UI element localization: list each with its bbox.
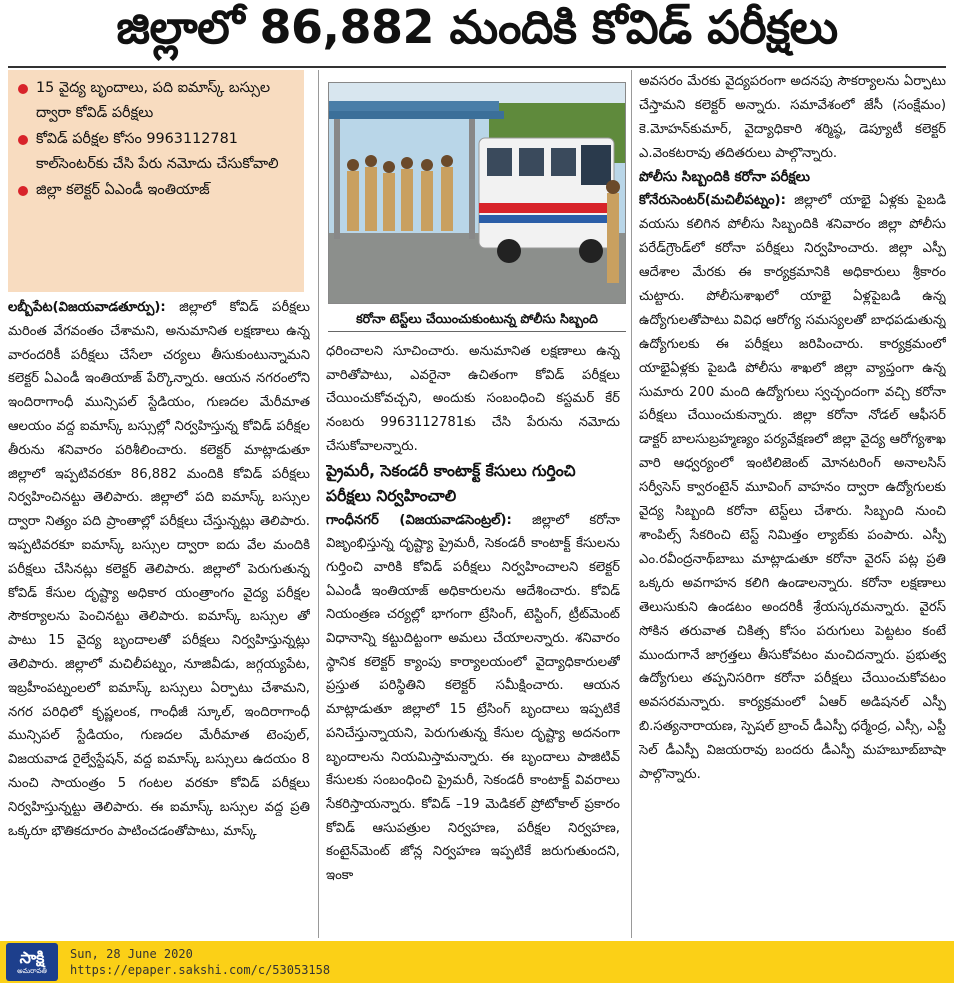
article-column-1 (8, 296, 310, 942)
news-photo (328, 82, 626, 304)
article-column-3 (639, 70, 946, 940)
highlight-text: కోవిడ్ పరీక్షల కోసం 9963112781 కాల్‌సెంటర్‌కు చేసి పేరు నమోదు చేసుకోవాలి (36, 130, 279, 173)
highlight-item (16, 76, 296, 127)
logo-subtext: అమరావతి (17, 966, 47, 975)
sakshi-logo (6, 943, 58, 981)
column-divider-1 (318, 70, 319, 938)
epaper-url[interactable]: https://epaper.sakshi.com/c/53053158 (70, 963, 331, 977)
dateline: కోనేరుసెంటర్(మచిలీపట్నం): (639, 193, 786, 209)
photo-caption: కరోనా టెస్ట్‌లు చేయించుకుంటున్న పోలీసు సిబ్బంది (328, 306, 626, 332)
section-subheading: పోలీసు సిబ్బందికి కరోనా పరీక్షలు (639, 168, 810, 185)
highlight-item (16, 127, 296, 178)
article-body: జిల్లాలో యాభై ఏళ్లకు పైబడి వయసు కలిగిన పోలీసు సిబ్బందికి శనివారం జిల్లా పోలీసు పరేడ్‌గ్రౌండ్‌లో కరోనా పరీక్షలు నిర్వహించారు. జిల్లా ఎస్పీ ఆదేశాల మేరకు ఈ కార్యక్రమానికి అధికారులు శ్రీకారం చుట్టారు. పోలీసుశాఖలో యాభై ఏళ్లపైబడి ఉన్న ఉద్యోగులతోపాటు వివిధ ఆరోగ్య సమస్యలతో బాధపడుతున్న ఉద్యోగులకు ఈ పరీక్షలు జరిపించారు. కార్యక్రమంలో యాభైఏళ్లకు పైబడి పోలీసు శాఖలో జిల్లా వ్యాప్తంగా ఉన్న సుమారు 200 మంది ఉద్యోగులు స్వచ్ఛందంగా వచ్చి కరోనా పరీక్షలు చేయించుకున్నారు. జిల్లా కరోనా నోడల్ ఆఫీసర్ డాక్టర్ బాలసుబ్రహ్మణ్యం పర్యవేక్షణలో జిల్లా వైద్య ఆరోగ్యశాఖ వారి ఆధ్వర్యంలో ఇంటిలిజెంట్ మోనటరింగ్ అనాలసిస్ సర్వీసెస్ క్వారంటైన్ మూవింగ్ వాహనం ద్వారా ఉద్యోగులకు వైద్య సిబ్బంది కరోనా టెస్ట్‌లు చేశారు. సిబ్బంది నుంచి శాంపిల్స్ సేకరించి టెస్ట్ నిమిత్తం ల్యాబ్‌కు పంపారు. ఎస్పీ ఎం.రవీంద్రనాథ్‌బాబు మాట్లాడుతూ కరోనా వైరస్ పట్ల ప్రతి ఒక్కరు అవగాహన కలిగి ఉండాలన్నారు. కరోనా లక్షణాలు తెలుసుకుని ఉండటం అందరికీ శ్రేయస్కరమన్నారు. వైరస్ సోకిన తరువాత చికిత్స కోసం పరుగులు పెట్టటం కంటే ముందుగానే జాగ్రత్తలు తీసుకోవటం మంచిదన్నారు. ప్రభుత్వ ఉద్యోగులు తప్పనిసరిగా కరోనా పరీక్షలు చేయించుకోవటం అవసరమన్నారు. కార్యక్రమంలో ఏఆర్ అడిషనల్ ఎస్పీ బి.సత్యనారాయణ, స్పెషల్ బ్రాంచ్ డీఎస్పీ ధర్మేంద్ర, ఎస్సీ, ఎస్టీ సెల్ డీఎస్పీ విజయరావు బందరు డీఎస్పీ మహబూబ్‌బాషా పాల్గొన్నారు. (639, 193, 946, 783)
footer-info (70, 946, 330, 978)
highlight-text: 15 వైద్య బృందాలు, పది ఐమాస్క్ బస్సుల ద్వారా కోవిడ్ పరీక్షలు (36, 80, 271, 122)
article-column-2 (326, 340, 620, 940)
headline-rule (8, 66, 946, 68)
highlights-box (8, 70, 304, 292)
logo-text: సాక్షి (19, 947, 45, 967)
article-body: అవసరం మేరకు వైద్యపరంగా అదనపు సౌకర్యాలను ఏర్పాటు చేస్తామని కలెక్టర్ అన్నారు. సమావేశంలో జేసీ (సంక్షేమం) కె.మోహన్‌కుమార్, వైద్యాధికారి శర్మిష్ఠ, డెప్యూటీ కలెక్టర్ ఎ.వెంకటరావు తదితరులు పాల్గొన్నారు. (639, 74, 946, 161)
highlight-text: జిల్లా కలెక్టర్ ఏఎండీ ఇంతియాజ్ (36, 181, 210, 198)
police-covid-bus-photo (329, 83, 626, 304)
article-body: ధరించాలని సూచించారు. అనుమానిత లక్షణాలు ఉన్న వారితోపాటు, ఎవరైనా ఉచితంగా కోవిడ్ పరీక్షలు చేయించుకోవచ్చని, అందుకు సంబంధించి కస్టమర్ కేర్ నంబరు 9963112781కు చేసి పేరును నమోదు చేసుకోవాలన్నారు. (326, 344, 620, 454)
article-body: జిల్లాలో కోవిడ్ పరీక్షలు మరింత వేగవంతం చేశామని, అనుమానిత లక్షణాలు ఉన్న వారందరికీ పరీక్షలు చేసేలా చర్యలు తీసుకుంటున్నామని కలెక్టర్ ఏఎండీ ఇంతియాజ్ పేర్కొన్నారు. ఆయన నగరంలోని ఇందిరాగాంధీ మున్సిపల్ స్టేడియం, గుణదల మేరీమాత ఆలయం వద్ద ఐమాస్క్ బస్సుల్లో నిర్వహిస్తున్న కోవిడ్ పరీక్షల తీరును శనివారం పరిశీలించారు. కలెక్టర్ మాట్లాడుతూ జిల్లాలో ఇప్పటివరకూ 86,882 మందికి కోవిడ్ పరీక్షలు నిర్వహించినట్టు తెలిపారు. జిల్లాలో పది ఐమాస్క్ బస్సుల ద్వారా నిత్యం పది ప్రాంతాల్లో పరీక్షలు చేస్తున్నట్లు తెలిపారు. ఇప్పటివరకూ ఐమాస్క్ బస్సుల ద్వారా ఐదు వేల మందికి పరీక్షలు చేసినట్లు కలెక్టర్ తెలిపారు. జిల్లాలో పెరుగుతున్న కోవిడ్ కేసుల దృష్ట్యా అధికార యంత్రాంగం వైద్య పరీక్షల సౌకర్యాలను పెంచినట్టు తెలిపారు. ఐమాస్క్ బస్సుల తో పాటు 15 వైద్య బృందాలతో పరీక్షలు నిర్వహిస్తున్నట్లు తెలిపారు. జిల్లాలో మచిలీపట్నం, నూజివీడు, జగ్గయ్యపేట, ఇబ్రహీంపట్నంలలో ఐమాస్క్ బస్సులు ఏర్పాటు చేశామని, నగర పరిధిలో కృష్ణలంక, గాంధీజీ స్కూల్, ఇందిరాగాంధీ మున్సిపల్ స్టేడియం, గుణదల మేరీమాత టెంపుల్, విజయవాడ రైల్వేస్టేషన్, వద్ద ఐమాస్క్ బస్సులు ఉదయం 8 నుంచి సాయంత్రం 5 గంటల వరకూ కోవిడ్ పరీక్షలు నిర్వహిస్తున్నట్టు తెలిపారు. ఈ ఐమాస్క్ బస్సుల వద్ద ప్రతి ఒక్కరూ భౌతికదూరం పాటించడంతోపాటు, మాస్క్ (8, 300, 310, 839)
footer-bar (0, 941, 954, 983)
dateline: లబ్బీపేట(విజయవాడతూర్పు): (8, 300, 166, 315)
page-title: జిల్లాలో 86,882 మందికి కోవిడ్ పరీక్షలు (116, 0, 838, 54)
bullet-icon (18, 135, 28, 145)
section-subheading: ప్రైమరీ, సెకండరీ కాంటాక్ట్ కేసులు గుర్తించి పరీక్షలు నిర్వహించాలి (326, 461, 576, 505)
bullet-icon (18, 186, 28, 196)
publication-date: Sun, 28 June 2020 (70, 947, 193, 961)
bullet-icon (18, 84, 28, 94)
highlight-item (16, 178, 296, 203)
dateline: గాంధీనగర్ (విజయవాడసెంట్రల్): (326, 512, 512, 528)
column-divider-2 (631, 70, 632, 938)
article-body: జిల్లాలో కరోనా విజృంభిస్తున్న దృష్ట్యా ప్రైమరీ, సెకండరీ కాంటాక్ట్ కేసులను గుర్తించి వారికి కోవిడ్ పరీక్షలు నిర్వహించాలని కలెక్టర్ ఏఎండీ ఇంతియాజ్ అధికారులను ఆదేశించారు. కోవిడ్ నియంత్రణ చర్యల్లో భాగంగా ట్రేసింగ్, టెస్టింగ్, ట్రీట్‌మెంట్ విధానాన్ని కట్టుదిట్టంగా అమలు చేయాలన్నారు. శనివారం స్థానిక కలెక్టర్ క్యాంపు కార్యాలయంలో వైద్యాధికారులతో ప్రస్తుత పరిస్థితిని కలెక్టర్ సమీక్షించారు. ఆయన మాట్లాడుతూ జిల్లాలో 15 ట్రేసింగ్ బృందాలు ఇప్పటికే పనిచేస్తున్నాయని, పెరుగుతున్న కేసుల దృష్ట్యా అదనంగా బృందాలను నియమిస్తామన్నారు. ఈ బృందాలు పాజిటివ్ కేసులకు సంబంధించి ప్రైమరీ, సెకండరీ కాంటాక్ట్ వివరాలు సేకరిస్తాయన్నారు. కోవిడ్ –19 మెడికల్ ప్రోటోకాల్ ప్రకారం కోవిడ్ ఆసుపత్రుల నిర్వహణ, పరీక్షల నిర్వహణ, కంటైన్‌మెంట్ జోన్ల నిర్వహణ ఇప్పటికే జరుగుతుందని, ఇంకా (326, 512, 620, 884)
